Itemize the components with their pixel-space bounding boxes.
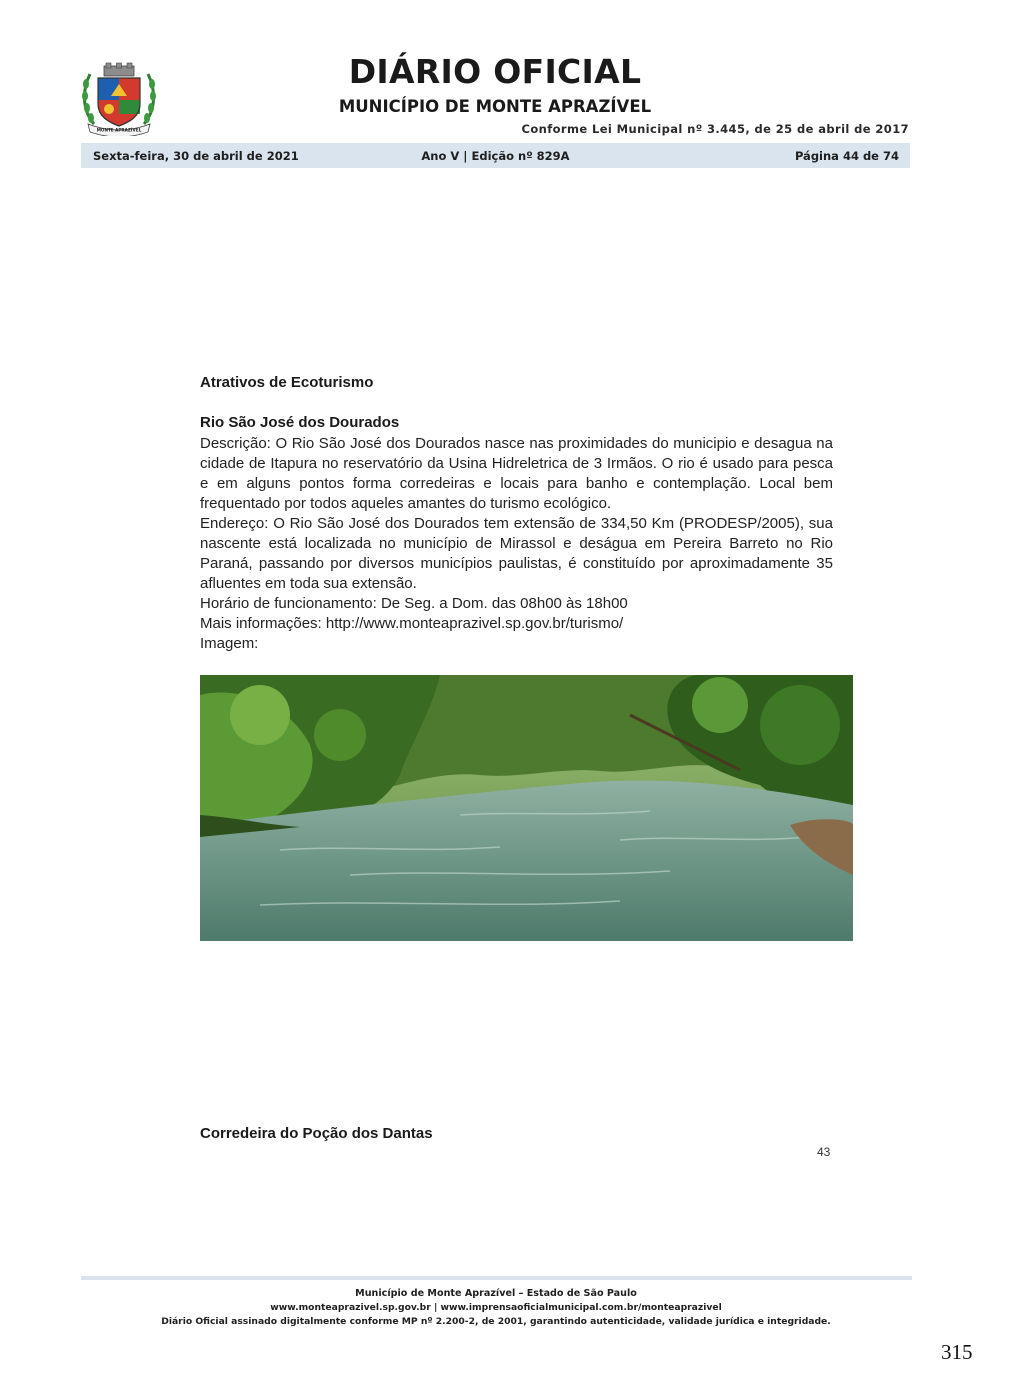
section-heading: Atrativos de Ecoturismo <box>200 374 374 391</box>
law-reference: Conforme Lei Municipal nº 3.445, de 25 de abril de 2017 <box>521 122 909 136</box>
description-paragraph: Descrição: O Rio São José dos Dourados nasce nas proximidades do municipio e desagua na cidade de Itapura no reservatório da Usina Hidreletrica de 3 Irmãos. O rio é usado para pesca e em alguns pontos forma corredeiras e locais para banho e contemplação. Local bem frequentado por todos aqueles amantes do turismo ecológico. <box>200 435 833 512</box>
address-paragraph: Endereço: O Rio São José dos Dourados tem extensão de 334,50 Km (PRODESP/2005), sua nascente está localizada no município de Mirassol e deságua em Pereira Barreto no Rio Paraná, passando por diversos municípios paulistas, é constituído por aproximadamente 35 afluentes em toda sua extensão. <box>200 515 833 592</box>
next-attraction-title: Corredeira do Poção dos Dantas <box>200 1125 433 1142</box>
scan-page-number: 315 <box>941 1340 973 1364</box>
footer-signature-note: Diário Oficial assinado digitalmente conforme MP nº 2.200-2, de 2001, garantindo autenticidade, validade jurídica e integridade. <box>161 1316 831 1327</box>
edition-info-bar <box>81 143 910 168</box>
page-counter: Página 44 de 74 <box>794 149 899 163</box>
footer-websites[interactable]: www.monteaprazivel.sp.gov.br | www.imprensaoficialmunicipal.com.br/monteaprazivel <box>270 1302 722 1313</box>
footer-municipality: Município de Monte Aprazível – Estado de São Paulo <box>355 1288 637 1299</box>
attraction-title: Rio São José dos Dourados <box>200 414 400 431</box>
crest-banner-text: MONTE APRAZÍVEL <box>96 127 142 133</box>
river-photo <box>200 675 853 941</box>
publication-date: Sexta-feira, 30 de abril de 2021 <box>93 149 299 163</box>
municipality-name: MUNICÍPIO DE MONTE APRAZÍVEL <box>338 97 652 116</box>
opening-hours: Horário de funcionamento: De Seg. a Dom. das 08h00 às 18h00 <box>200 595 628 612</box>
newspaper-title: DIÁRIO OFICIAL <box>348 52 642 91</box>
attraction-description <box>200 434 833 654</box>
image-label: Imagem: <box>200 635 259 652</box>
inner-page-number: 43 <box>817 1145 831 1159</box>
more-info-link[interactable]: Mais informações: http://www.monteaprazivel.sp.gov.br/turismo/ <box>200 615 624 632</box>
edition-number: Ano V | Edição nº 829A <box>421 149 570 163</box>
footer-divider <box>81 1276 912 1280</box>
